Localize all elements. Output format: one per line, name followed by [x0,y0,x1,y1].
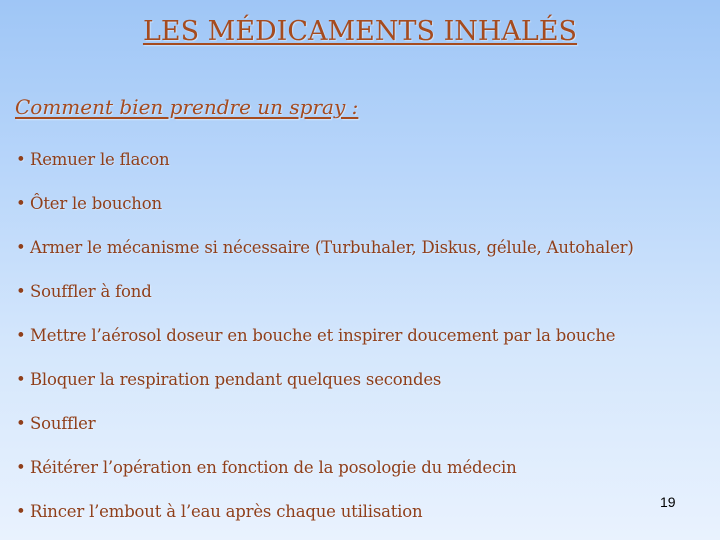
slide-title: LES MÉDICAMENTS INHALÉS [142,16,578,47]
bullet-icon: • [16,414,26,433]
list-item [16,193,634,237]
list-item [16,281,634,325]
slide-subtitle: Comment bien prendre un spray : [15,95,359,119]
list-item [16,413,634,457]
list-item-text: Souffler [30,414,96,433]
list-item-text: Rincer l’embout à l’eau après chaque utilisation [30,502,423,521]
instruction-list [16,149,634,540]
list-item-text: Souffler à fond [30,282,152,301]
list-item [16,457,634,501]
list-item [16,325,634,369]
bullet-icon: • [16,150,26,169]
list-item-text: Remuer le flacon [30,150,170,169]
bullet-icon: • [16,326,26,345]
list-item [16,501,634,540]
bullet-icon: • [16,502,26,521]
bullet-icon: • [16,282,26,301]
bullet-icon: • [16,238,26,257]
page-number: 19 [660,494,676,510]
bullet-icon: • [16,370,26,389]
list-item-text: Réitérer l’opération en fonction de la posologie du médecin [30,458,517,477]
list-item-text: Ôter le bouchon [30,194,162,213]
list-item-text: Mettre l’aérosol doseur en bouche et inspirer doucement par la bouche [30,326,616,345]
list-item-text: Armer le mécanisme si nécessaire (Turbuhaler, Diskus, gélule, Autohaler) [30,238,634,257]
list-item [16,237,634,281]
list-item [16,369,634,413]
bullet-icon: • [16,194,26,213]
bullet-icon: • [16,458,26,477]
list-item-text: Bloquer la respiration pendant quelques secondes [30,370,442,389]
list-item [16,149,634,193]
